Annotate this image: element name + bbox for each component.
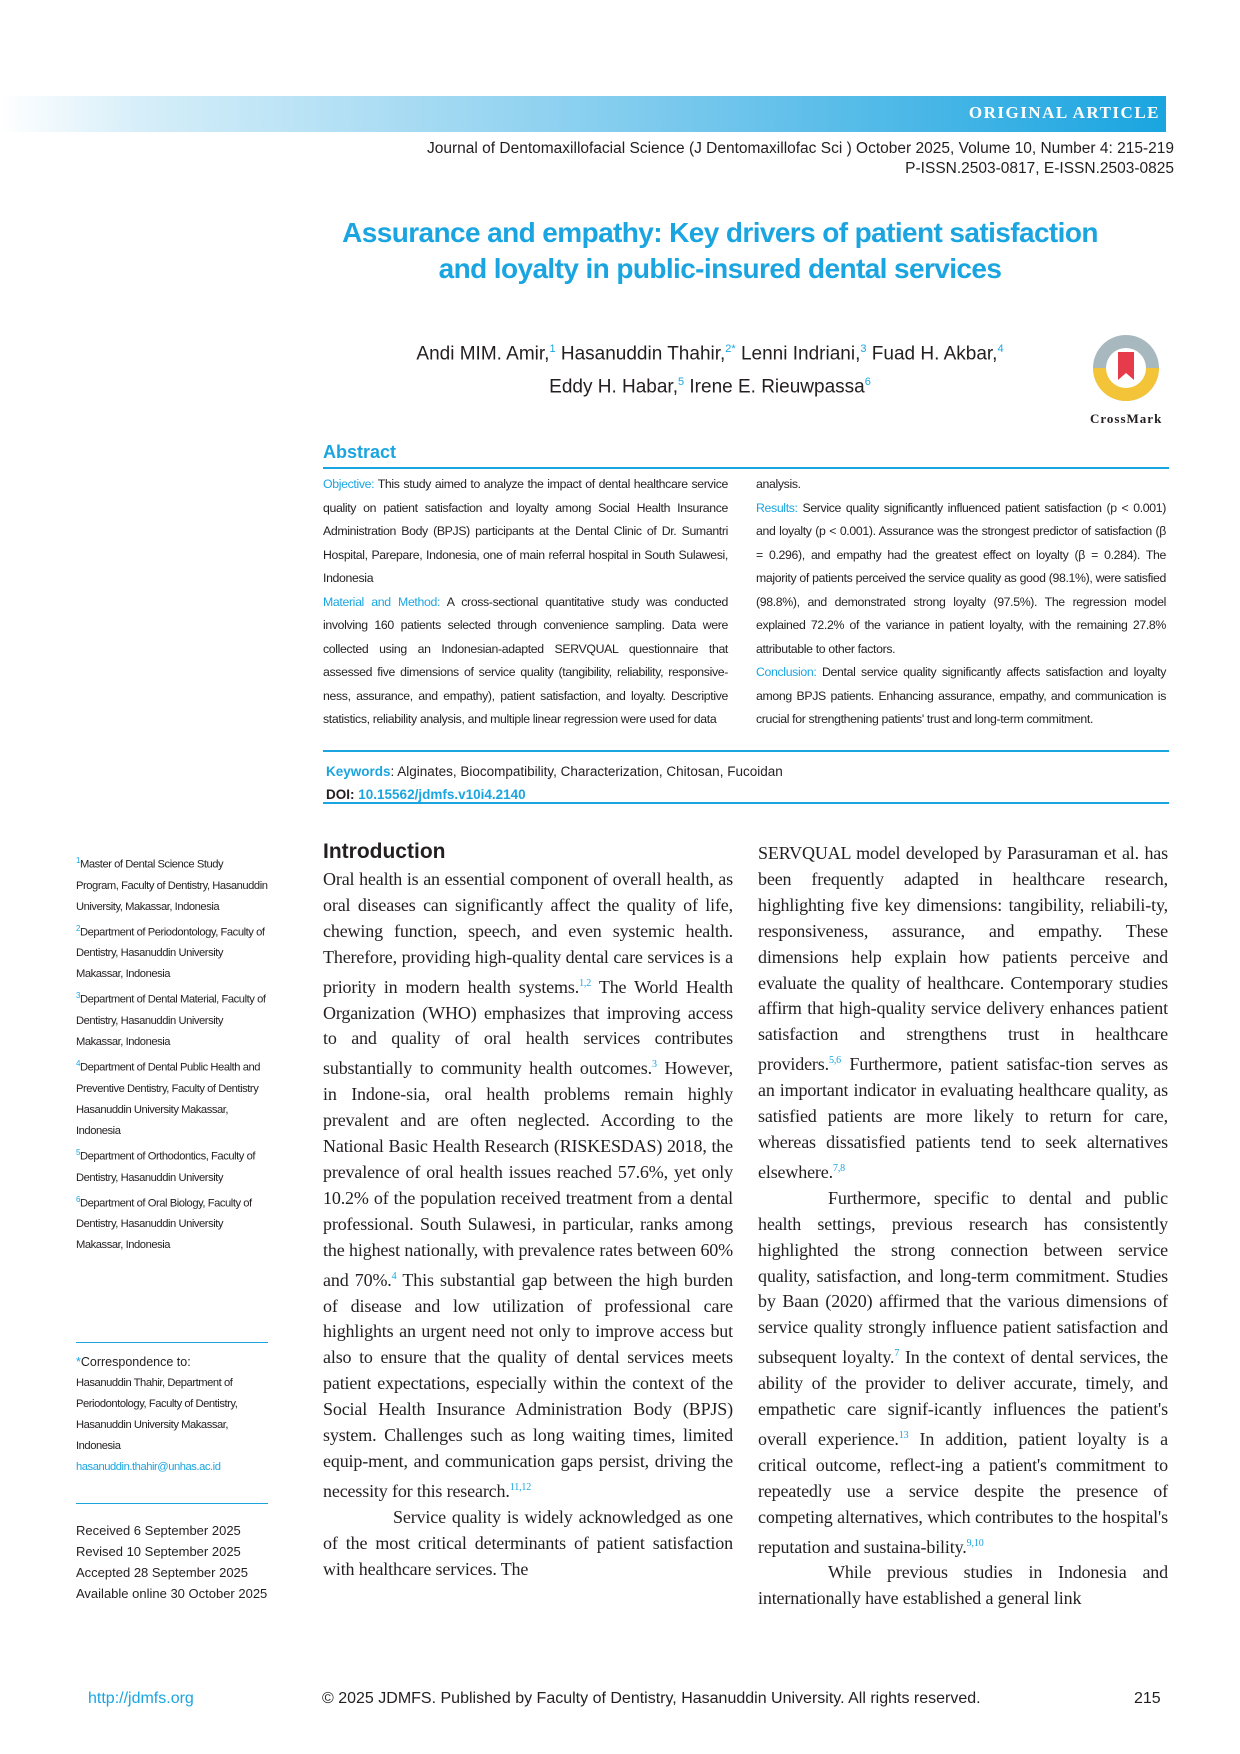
author-affil-sup: 3 bbox=[860, 343, 867, 355]
citation-sup: 9,10 bbox=[966, 1537, 984, 1549]
intro-paragraph-3 bbox=[758, 841, 1168, 1186]
crossmark-badge[interactable] bbox=[1090, 332, 1162, 427]
affiliation-item bbox=[76, 1189, 268, 1257]
keywords-bottom-rule bbox=[323, 802, 1169, 804]
author-name: Fuad H. Akbar, bbox=[871, 343, 998, 365]
citation-sup: 3 bbox=[651, 1059, 657, 1071]
journal-url-link[interactable]: http://jdmfs.org bbox=[88, 1690, 194, 1707]
article-type-label: ORIGINAL ARTICLE bbox=[968, 103, 1160, 122]
crossmark-icon bbox=[1090, 332, 1162, 404]
keywords-top-rule bbox=[323, 750, 1169, 752]
objective-label: Objective: bbox=[323, 477, 375, 491]
citation-sup: 7,8 bbox=[832, 1162, 846, 1174]
affiliation-sup: 1 bbox=[76, 856, 80, 865]
article-title bbox=[290, 215, 1150, 287]
results-text: Service quality significantly influenced patient satisfaction (p < 0.001) and loyalty (p < 0.001). Assurance was the strongest predictor of satisfaction (β = 0.296), and empathy had the greatest effect on loyalty (β = 0.284). The majority of patients perceived the service quality as good (98.1%), were satisfied (98.8%), and demonstrated strong loyalty (97.5%). The regression model explained 72.2% of the variance in patient loyalty, with the remaining 27.8% attributable to other factors. bbox=[756, 500, 1166, 656]
abstract-right-column bbox=[756, 473, 1166, 732]
abstract-method bbox=[323, 591, 728, 732]
abstract-conclusion bbox=[756, 661, 1166, 732]
method-text: A cross-sectional quantitative study was conducted involving 160 patients selected through convenience sampling. Data were collected using an Indonesian-adapted SERVQUAL questionnaire that assessed five dimensions of service quality (tangibility, reliability, responsive-ness, assurance, and empathy), patient satisfaction, and loyalty. Descriptive statistics, reliability analysis, and multiple linear regression were used for data bbox=[323, 594, 728, 726]
doi-link[interactable]: 10.15562/jdmfs.v10i4.2140 bbox=[358, 787, 526, 802]
keywords-label: Keywords bbox=[326, 764, 391, 779]
abstract-results bbox=[756, 497, 1166, 662]
doi-label: DOI: bbox=[326, 787, 355, 802]
body-right-column bbox=[758, 841, 1168, 1612]
author-affil-sup: 2* bbox=[725, 343, 736, 355]
text-run: Oral health is an essential component of overall health, as oral diseases can significantly affect the quality of life, chewing function, speech, and even systemic health. Therefore, providing high-quality dental care services is a priority in modern health systems. bbox=[323, 869, 733, 997]
date-revised: Revised 10 September 2025 bbox=[76, 1544, 241, 1559]
citation-sup: 13 bbox=[898, 1429, 909, 1441]
author-name: Eddy H. Habar, bbox=[549, 376, 678, 398]
results-label: Results: bbox=[756, 500, 798, 515]
abstract-objective bbox=[323, 473, 728, 591]
date-accepted: Accepted 28 September 2025 bbox=[76, 1565, 249, 1580]
author-affil-sup: 1 bbox=[549, 343, 556, 355]
text-run: SERVQUAL model developed by Parasuraman et al. has been frequently adapted in healthcare research, highlighting five key dimensions: tangibility, reliabili-ty, responsiveness, assurance, and empathy. These dimensions help explain how patients perceive and evaluate the quality of healthcare. Contemporary studies affirm that high-quality service delivery enhances patient satisfaction and strengthens trust in healthcare providers. bbox=[758, 843, 1168, 1075]
keywords-text: : Alginates, Biocompatibility, Characterization, Chitosan, Fucoidan bbox=[390, 764, 783, 779]
page-number: 215 bbox=[1134, 1690, 1161, 1707]
affiliation-text: Department of Periodontology, Faculty of Dentistry, Hasanuddin University Makassar, Indonesia bbox=[76, 926, 265, 981]
correspondence-email[interactable]: hasanuddin.thahir@unhas.ac.id bbox=[76, 1461, 221, 1473]
abstract-heading: Abstract bbox=[323, 442, 397, 462]
citation-sup: 1,2 bbox=[579, 977, 592, 989]
method-label: Material and Method: bbox=[323, 594, 441, 609]
author-list bbox=[320, 335, 1100, 402]
affiliation-text: Department of Dental Material, Faculty of Dentistry, Hasanuddin University Makassar, Indonesia bbox=[76, 994, 266, 1049]
citation-sup: 5,6 bbox=[828, 1055, 842, 1067]
journal-citation bbox=[427, 139, 1174, 179]
copyright-notice: © 2025 JDMFS. Published by Faculty of Dentistry, Hasanuddin University. All rights reserved. bbox=[322, 1690, 981, 1707]
correspondence-rule bbox=[76, 1342, 268, 1343]
text-run: The World Health Organization (WHO) emphasizes that improving access to and quality of oral health services contributes substantially to community health outcomes. bbox=[323, 976, 733, 1079]
date-online: Available online 30 October 2025 bbox=[76, 1586, 268, 1601]
correspondence-text: Hasanuddin Thahir, Department of Periodontology, Faculty of Dentistry, Hasanuddin University Makassar, Indonesia bbox=[76, 1377, 238, 1452]
author-affil-sup: 6 bbox=[864, 376, 871, 389]
affiliation-text: Department of Orthodontics, Faculty of Dentistry, Hasanuddin University bbox=[76, 1150, 256, 1184]
affiliation-sup: 4 bbox=[76, 1059, 80, 1069]
affiliations bbox=[76, 850, 268, 1256]
affiliation-item bbox=[76, 1142, 268, 1189]
affiliation-item bbox=[76, 850, 268, 918]
method-continued: analysis. bbox=[756, 477, 801, 491]
abstract-left-column bbox=[323, 473, 728, 732]
abstract-top-rule bbox=[323, 467, 1169, 469]
crossmark-label: CrossMark bbox=[1090, 411, 1163, 426]
affiliation-sup: 2 bbox=[76, 923, 80, 933]
text-run: In the context of dental services, the ability of the provider to deliver accurate, timely, and empathetic care signif-icantly influences the patient's overall experience. bbox=[758, 1347, 1168, 1449]
journal-line: Journal of Dentomaxillofacial Science (J Dentomaxillofac Sci ) October 2025, Volume 10, Number 4: 215-219 bbox=[427, 140, 1174, 157]
text-run: However, in Indone-sia, oral health problems remain highly prevalent and are often neglected. According to the National Basic Health Research (RISKESDAS) 2018, the prevalence of oral health issues reached 57.6%, yet only 10.2% of the population received treatment from a dental professional. South Sulawesi, in particular, ranks among the highest nationally, with prevalence rates between 60% and 70%. bbox=[323, 1058, 733, 1290]
author-name: Lenni Indriani, bbox=[740, 343, 861, 365]
correspondence-star: * bbox=[76, 1355, 81, 1369]
text-run: Furthermore, patient satisfac-tion serves as an important indicator in evaluating healthcare quality, as satisfied patients are more likely to return for care, whereas dissatisfied patients tend to seek alternatives elsewhere. bbox=[758, 1054, 1168, 1182]
correspondence-block bbox=[76, 1352, 268, 1478]
intro-paragraph-2: Service quality is widely acknowledged as one of the most critical determinants of patient satisfaction with healthcare services. The bbox=[323, 1506, 733, 1579]
title-line-2: and loyalty in public-insured dental services bbox=[438, 253, 1002, 284]
author-affil-sup: 4 bbox=[997, 343, 1004, 355]
citation-sup: 4 bbox=[391, 1270, 397, 1282]
citation-sup: 7 bbox=[894, 1348, 900, 1360]
text-run: This substantial gap between the high burden of disease and low utilization of professional care highlights an urgent need not only to improve access but also to ensure that the quality of dental services meets patient expectations, especially within the context of the Social Health Insurance Administration Body (BPJS) system. Challenges such as long waiting times, limited equip-ment, and communication gaps persist, driving the necessity for this research. bbox=[323, 1269, 733, 1501]
affiliation-sup: 6 bbox=[76, 1194, 80, 1204]
affiliation-item bbox=[76, 918, 268, 986]
dates-rule bbox=[76, 1503, 268, 1504]
conclusion-label: Conclusion: bbox=[756, 665, 817, 679]
article-dates bbox=[76, 1520, 296, 1604]
affiliation-text: Master of Dental Science Study Program, Faculty of Dentistry, Hasanuddin University, Makassar, Indonesia bbox=[76, 858, 268, 913]
affiliation-text: Department of Oral Biology, Faculty of Dentistry, Hasanuddin University Makassar, Indonesia bbox=[76, 1197, 252, 1252]
text-run: Furthermore, specific to dental and public health settings, previous research has consistently highlighted the strong connection between service quality, satisfaction, and long-term commitment. Studies by Baan (2020) affirmed that the various dimensions of service quality strongly influence patient satisfaction and subsequent loyalty. bbox=[758, 1187, 1168, 1368]
body-left-column bbox=[323, 867, 733, 1582]
issn-line: P-ISSN.2503-0817, E-ISSN.2503-0825 bbox=[905, 160, 1174, 177]
author-affil-sup: 5 bbox=[677, 376, 685, 389]
introduction-heading: Introduction bbox=[323, 840, 446, 863]
affiliation-sup: 3 bbox=[76, 991, 80, 1001]
intro-paragraph-5: While previous studies in Indonesia and internationally have established a general link bbox=[758, 1562, 1168, 1609]
conclusion-text: Dental service quality significantly affects satisfaction and loyalty among BPJS patients. Enhancing assurance, empathy, and communication is crucial for strengthening patients' trust and long-term commitment. bbox=[756, 665, 1166, 726]
text-run: In addition, patient loyalty is a critical outcome, reflect-ing a patient's commitment to repeatedly use a service despite the presence of competing alternatives, which contributes to the hospital's reputation and sustaina-bility. bbox=[758, 1428, 1168, 1557]
affiliation-item bbox=[76, 1053, 268, 1142]
author-name: Irene E. Rieuwpassa bbox=[689, 376, 865, 398]
author-name: Hasanuddin Thahir, bbox=[560, 343, 726, 365]
header-band bbox=[0, 96, 1166, 132]
objective-text: This study aimed to analyze the impact of dental healthcare service quality on patient satisfaction and loyalty among Social Health Insurance Administration Body (BPJS) participants at the Dental Clinic of Dr. Sumantri Hospital, Parepare, Indonesia, one of main referral hospital in South Sulawesi, Indonesia bbox=[323, 477, 728, 585]
affiliation-item bbox=[76, 985, 268, 1053]
correspondence-title: Correspondence to: bbox=[80, 1355, 191, 1369]
affiliation-text: Department of Dental Public Health and Preventive Dentistry, Faculty of Dentistry Hasanuddin University Makassar, Indonesia bbox=[76, 1061, 261, 1137]
affiliation-sup: 5 bbox=[76, 1147, 80, 1157]
date-received: Received 6 September 2025 bbox=[76, 1523, 241, 1538]
title-line-1: Assurance and empathy: Key drivers of patient satisfaction bbox=[342, 217, 1098, 248]
keywords-block bbox=[326, 760, 783, 806]
citation-sup: 11,12 bbox=[509, 1481, 532, 1493]
author-name: Andi MIM. Amir, bbox=[416, 343, 550, 365]
intro-paragraph-4 bbox=[758, 1186, 1168, 1561]
intro-paragraph-1 bbox=[323, 867, 733, 1505]
